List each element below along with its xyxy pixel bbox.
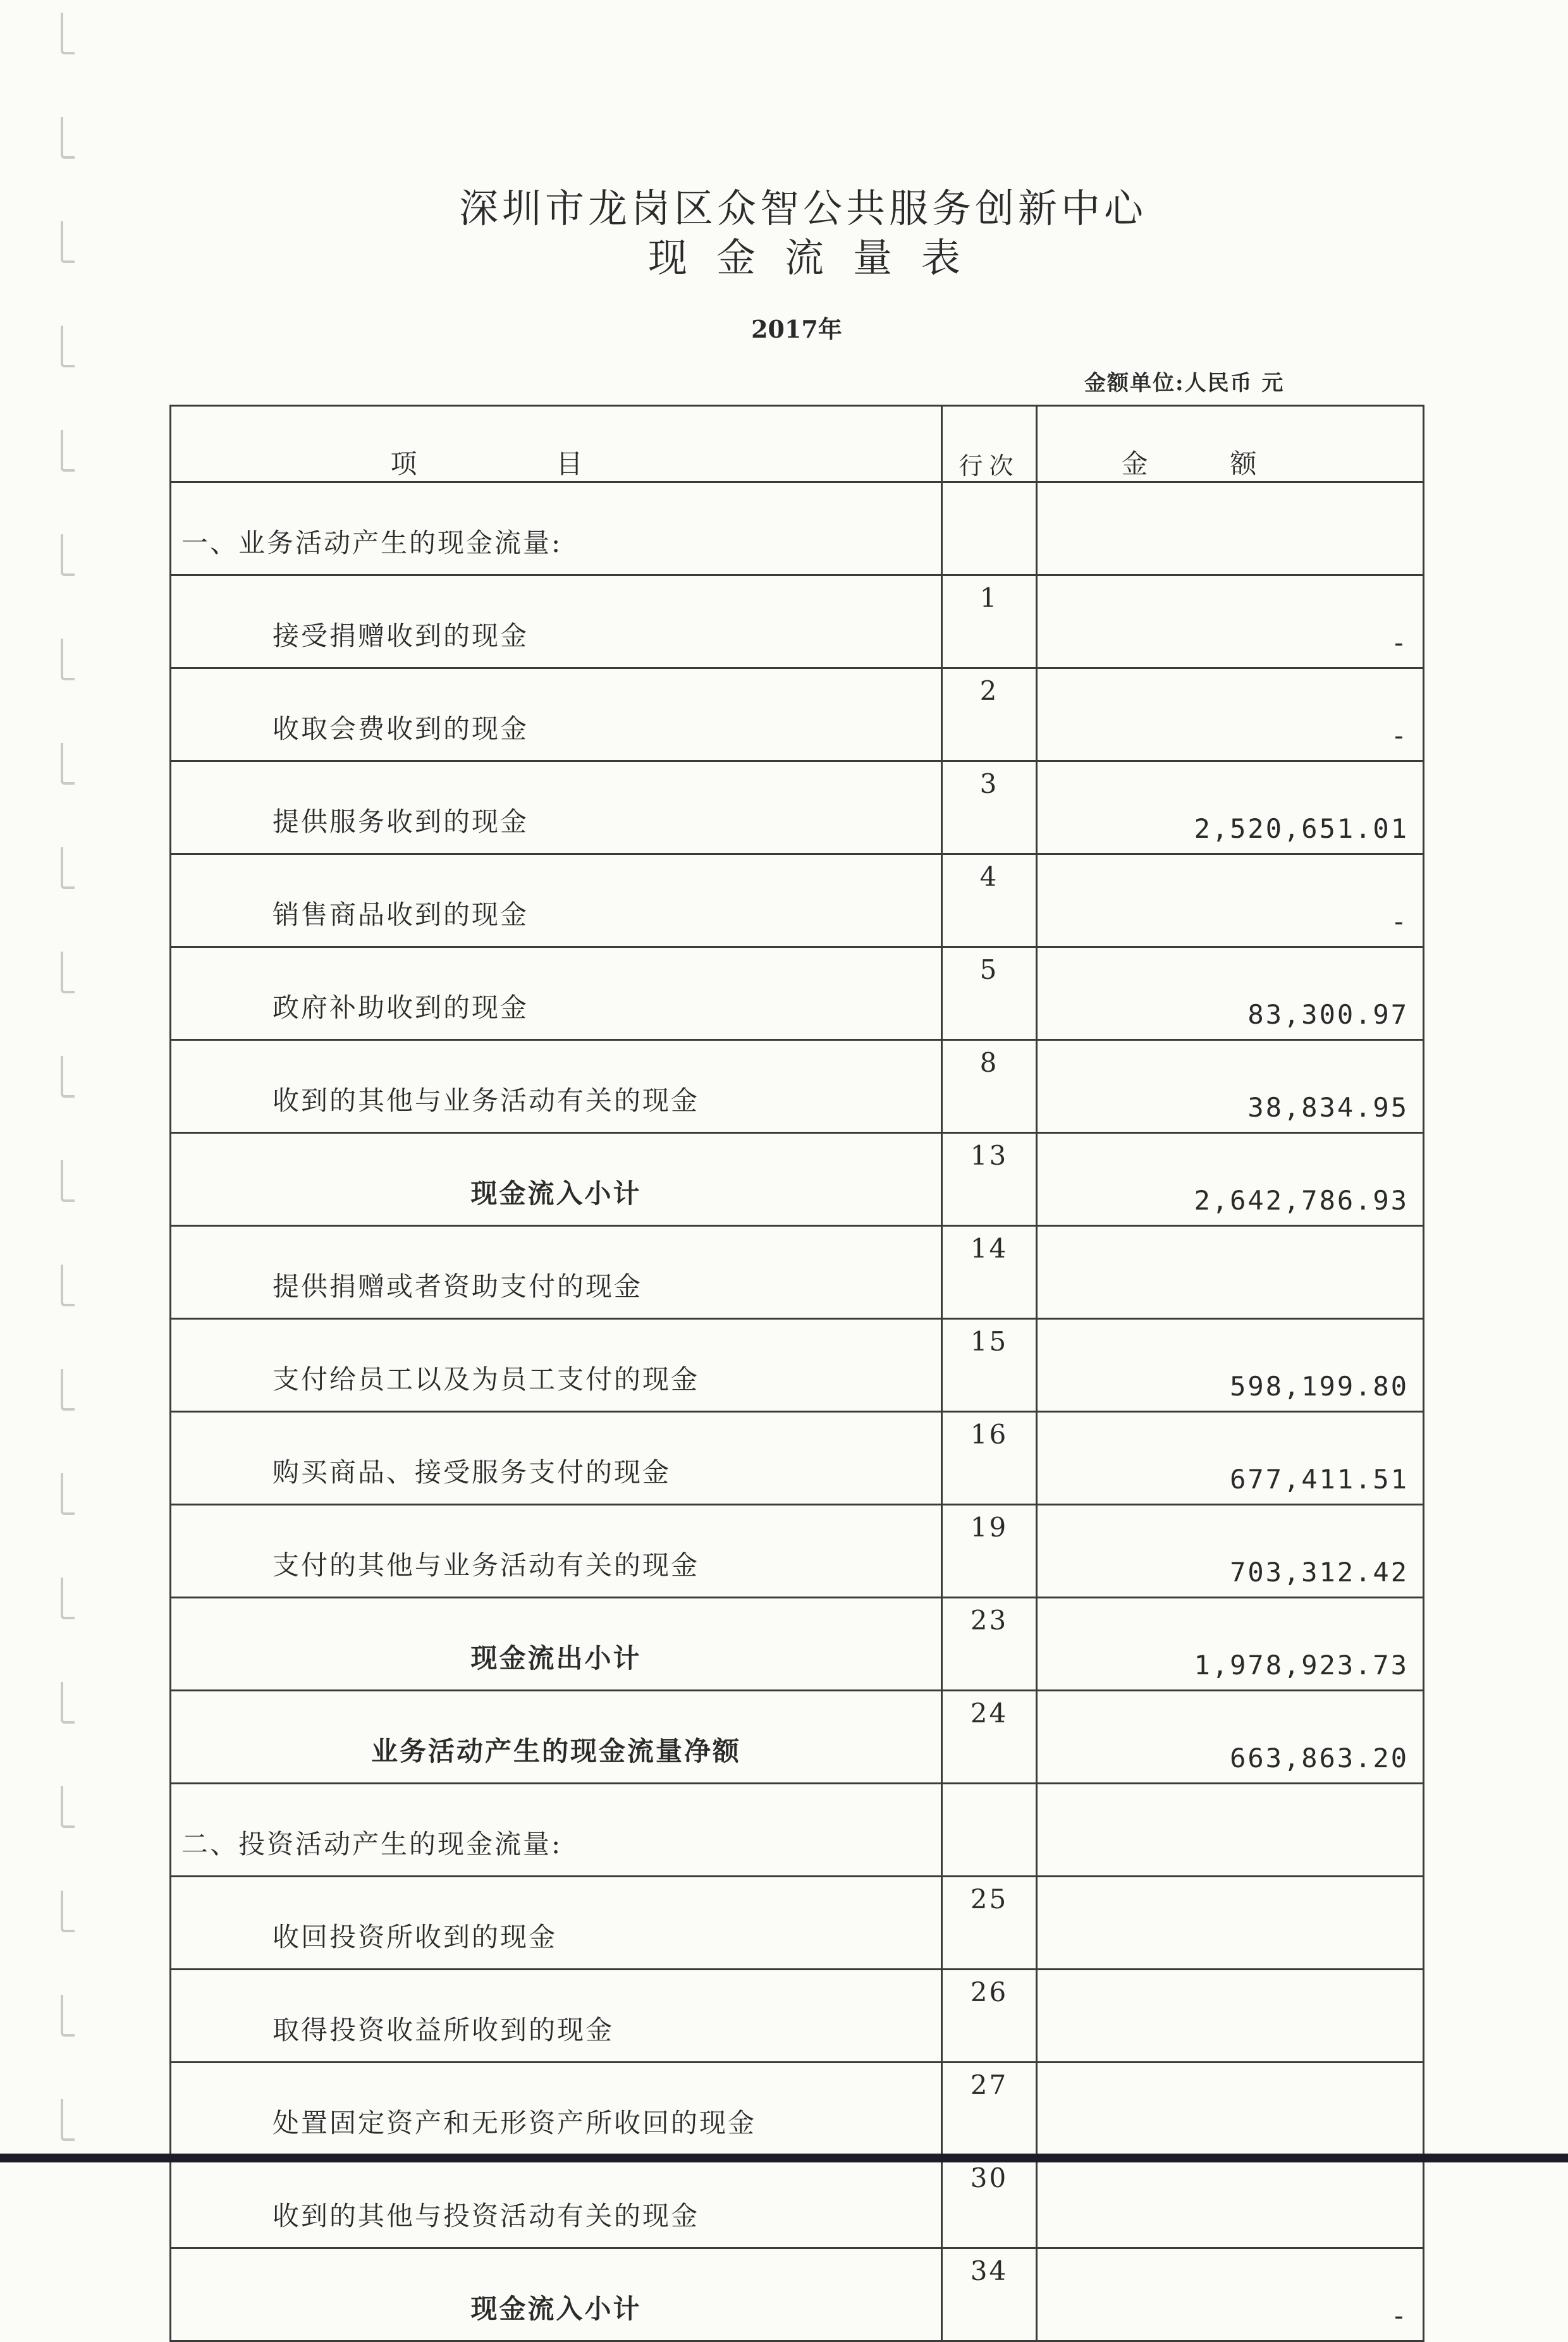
table-row [171, 1598, 1424, 1691]
binding-hole [61, 117, 75, 159]
row-item-label: 现金流出小计 [171, 1598, 942, 1691]
row-amount: - [1037, 2248, 1424, 2341]
row-amount: 677,411.51 [1037, 1412, 1424, 1505]
row-number: 16 [942, 1412, 1037, 1505]
row-amount [1037, 2155, 1424, 2248]
report-title: 现金流量表 [647, 235, 989, 281]
row-item-label: 收取会费收到的现金 [171, 668, 942, 761]
row-number: 1 [942, 575, 1037, 668]
row-number: 26 [942, 1970, 1037, 2063]
table-row [171, 2155, 1424, 2248]
row-item-label: 支付给员工以及为员工支付的现金 [171, 1319, 942, 1412]
table-row [171, 1133, 1424, 1226]
row-amount: 598,199.80 [1037, 1319, 1424, 1412]
cash-flow-table [169, 405, 1424, 2342]
row-amount [1037, 1970, 1424, 2063]
row-amount: 663,863.20 [1037, 1691, 1424, 1784]
table-row [171, 668, 1424, 761]
row-item-label: 现金流入小计 [171, 2248, 942, 2341]
table-row [171, 575, 1424, 668]
row-item-label: 支付的其他与业务活动有关的现金 [171, 1505, 942, 1598]
table-row [171, 1970, 1424, 2063]
binding-hole [61, 534, 75, 576]
binding-hole [61, 1369, 75, 1411]
binding-hole [61, 1473, 75, 1515]
column-header-item: 项目 [171, 406, 942, 482]
row-item-label: 提供捐赠或者资助支付的现金 [171, 1226, 942, 1319]
row-item-label: 一、业务活动产生的现金流量: [171, 482, 942, 575]
table-row [171, 2063, 1424, 2155]
row-item-label: 政府补助收到的现金 [171, 947, 942, 1040]
table-header-row [171, 406, 1424, 482]
binding-hole [61, 1786, 75, 1828]
binding-hole [61, 1578, 75, 1619]
row-number: 8 [942, 1040, 1037, 1133]
row-item-label: 购买商品、接受服务支付的现金 [171, 1412, 942, 1505]
binding-hole [61, 743, 75, 785]
binding-hole [61, 1056, 75, 1098]
binding-hole [61, 1265, 75, 1306]
binding-hole [61, 847, 75, 889]
table-row [171, 947, 1424, 1040]
table-row [171, 1691, 1424, 1784]
row-number: 3 [942, 761, 1037, 854]
currency-unit-label: 金额单位:人民币 元 [1084, 371, 1285, 396]
page-bottom-edge [0, 2154, 1568, 2162]
row-number: 25 [942, 1877, 1037, 1970]
row-item-label: 收到的其他与投资活动有关的现金 [171, 2155, 942, 2248]
row-amount [1037, 1877, 1424, 1970]
column-header-row-no: 行次 [942, 406, 1037, 482]
row-item-label: 二、投资活动产生的现金流量: [171, 1784, 942, 1877]
row-amount [1037, 1226, 1424, 1319]
table-row [171, 1784, 1424, 1877]
row-number: 30 [942, 2155, 1037, 2248]
row-amount: 38,834.95 [1037, 1040, 1424, 1133]
row-item-label: 销售商品收到的现金 [171, 854, 942, 947]
row-amount: 83,300.97 [1037, 947, 1424, 1040]
binding-hole [61, 1891, 75, 1932]
row-number: 14 [942, 1226, 1037, 1319]
report-year: 2017年 [751, 315, 842, 343]
row-number [942, 1784, 1037, 1877]
row-number: 4 [942, 854, 1037, 947]
binding-hole [61, 2099, 75, 2141]
row-number: 23 [942, 1598, 1037, 1691]
table-row [171, 1319, 1424, 1412]
row-item-label: 现金流入小计 [171, 1133, 942, 1226]
row-item-label: 业务活动产生的现金流量净额 [171, 1691, 942, 1784]
binding-hole [61, 430, 75, 472]
table-row [171, 1412, 1424, 1505]
row-item-label: 提供服务收到的现金 [171, 761, 942, 854]
row-item-label: 处置固定资产和无形资产所收回的现金 [171, 2063, 942, 2155]
row-item-label: 接受捐赠收到的现金 [171, 575, 942, 668]
binding-hole [61, 952, 75, 993]
binding-hole [61, 1995, 75, 2037]
binding-hole [61, 13, 75, 54]
row-amount [1037, 2063, 1424, 2155]
binding-hole [61, 639, 75, 680]
table-row [171, 482, 1424, 575]
table-row [171, 761, 1424, 854]
row-number: 24 [942, 1691, 1037, 1784]
row-number: 13 [942, 1133, 1037, 1226]
row-amount [1037, 1784, 1424, 1877]
row-amount [1037, 482, 1424, 575]
row-number [942, 482, 1037, 575]
column-header-amount: 金额 [1037, 406, 1424, 482]
row-amount: 2,642,786.93 [1037, 1133, 1424, 1226]
row-number: 27 [942, 2063, 1037, 2155]
table-row [171, 1040, 1424, 1133]
table-row [171, 1877, 1424, 1970]
row-item-label: 收到的其他与业务活动有关的现金 [171, 1040, 942, 1133]
organization-title: 深圳市龙岗区众智公共服务创新中心 [458, 185, 1147, 231]
table-row [171, 1226, 1424, 1319]
table-row [171, 1505, 1424, 1598]
row-number: 15 [942, 1319, 1037, 1412]
binding-hole [61, 1160, 75, 1202]
row-amount: - [1037, 854, 1424, 947]
row-amount: - [1037, 575, 1424, 668]
row-amount: - [1037, 668, 1424, 761]
row-number: 2 [942, 668, 1037, 761]
row-amount: 703,312.42 [1037, 1505, 1424, 1598]
row-number: 19 [942, 1505, 1037, 1598]
table-row [171, 854, 1424, 947]
row-amount: 2,520,651.01 [1037, 761, 1424, 854]
row-number: 5 [942, 947, 1037, 1040]
row-item-label: 取得投资收益所收到的现金 [171, 1970, 942, 2063]
table-row [171, 2248, 1424, 2341]
row-number: 34 [942, 2248, 1037, 2341]
row-item-label: 收回投资所收到的现金 [171, 1877, 942, 1970]
binding-hole [61, 1682, 75, 1724]
row-amount: 1,978,923.73 [1037, 1598, 1424, 1691]
